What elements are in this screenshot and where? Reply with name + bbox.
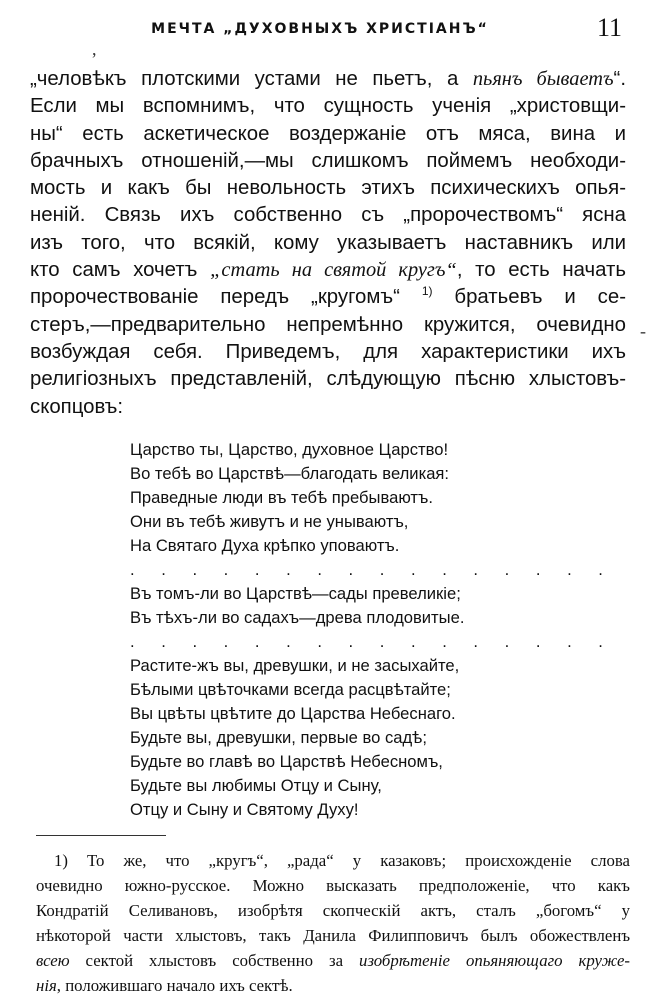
- italic-text: изобрѣтеніе опьяняющаго круже-: [359, 951, 630, 970]
- poem-line: Вы цвѣты цвѣтите до Царства Небеснаго.: [130, 704, 456, 723]
- text-run: сектой хлыстовъ собственно за: [69, 951, 360, 970]
- text-run: Кондратій Селивановъ, изобрѣтя скопческій актъ, сталъ „богомъ“ у: [36, 901, 630, 920]
- margin-mark: ,: [92, 39, 97, 59]
- text-run: “.: [613, 68, 627, 90]
- footnote-separator: [36, 835, 166, 836]
- footnote-line: [36, 923, 630, 948]
- poem-line: Они въ тебѣ живутъ и не унываютъ,: [130, 512, 409, 531]
- text-run: братьевъ и се-: [432, 286, 626, 309]
- text-run: мость и какъ бы невольность этихъ психическихъ опья-: [30, 177, 626, 200]
- ellipsis-row: . . . . . . . . . . . . . . . .: [130, 632, 614, 651]
- body-text: [30, 66, 626, 421]
- text-run: Если мы вспомнимъ, что сущность ученія „христовщи-: [30, 95, 626, 118]
- text-run: изъ того, что всякій, кому указываетъ наставникъ или: [30, 231, 626, 254]
- text-run: , положившаго начало ихъ сектѣ.: [56, 976, 293, 995]
- body-line: [30, 394, 626, 421]
- poem-line: Растите-жъ вы, древушки, и не засыхайте,: [130, 656, 460, 675]
- text-run: кто самъ хочетъ: [30, 259, 211, 282]
- page-header: [0, 14, 660, 44]
- footnote-line: [36, 898, 630, 923]
- italic-text: нія: [36, 976, 57, 995]
- body-line: [30, 148, 626, 175]
- body-line: [30, 93, 626, 120]
- text-run: „человѣкъ плотскими устами не пьетъ, а: [30, 68, 473, 90]
- body-line: [30, 121, 626, 148]
- poem-line: Во тебѣ во Царствѣ—благодать великая:: [130, 464, 450, 483]
- margin-mark: -: [640, 321, 646, 341]
- body-line: [30, 202, 626, 229]
- footnote-line: [36, 848, 630, 873]
- poem-line: Отцу и Сыну и Святому Духу!: [130, 800, 359, 819]
- body-line: [30, 175, 626, 202]
- body-line: [30, 366, 626, 393]
- text-run: ны“ есть аскетическое воздержаніе отъ мяса, вина и: [30, 122, 626, 145]
- poem-line: Праведные люди въ тебѣ пребываютъ.: [130, 488, 434, 507]
- footnote-line: [36, 873, 630, 898]
- footnote-line: [36, 948, 630, 973]
- poem-line: Будьте вы любимы Отцу и Сыну,: [130, 776, 382, 795]
- footnote: [36, 848, 630, 998]
- body-line: [30, 66, 626, 93]
- text-run: нѣкоторой части хлыстовъ, такъ Данила Филипповичъ былъ обожествленъ: [36, 926, 630, 945]
- running-title: МЕЧТА „ДУХОВНЫХЪ ХРИСТIАНЪ“: [151, 21, 489, 37]
- text-run: скопцовъ:: [30, 395, 124, 418]
- body-line: [30, 257, 626, 284]
- body-line: [30, 339, 626, 366]
- body-line: [30, 312, 626, 339]
- ellipsis-row: . . . . . . . . . . . . . . . .: [130, 560, 614, 579]
- text-run: религіозныхъ представленій, слѣдующую пѣсню хлыстовъ-: [30, 368, 626, 391]
- text-run: возбуждая себя. Приведемъ, для характеристики ихъ: [30, 340, 626, 363]
- footnote-ref: 1): [421, 284, 433, 299]
- poem-line: Бѣлыми цвѣточками всегда расцвѣтайте;: [130, 680, 451, 699]
- page-number: 11: [596, 13, 622, 42]
- poem-line: Царство ты, Царство, духовное Царство!: [130, 440, 449, 459]
- poem-line: Будьте во главѣ во Царствѣ Небесномъ,: [130, 752, 443, 771]
- footnote-line: [36, 973, 630, 998]
- text-run: , то есть начать: [456, 259, 626, 282]
- poem-line: Въ тѣхъ-ли во садахъ—древа плодовитые.: [130, 608, 465, 627]
- italic-text: всею: [36, 951, 70, 970]
- poem-line: Въ томъ-ли во Царствѣ—сады превеликіе;: [130, 584, 461, 603]
- text-run: брачныхъ отношеній,—мы слишкомъ поймемъ необходи-: [30, 149, 626, 172]
- body-line: [30, 230, 626, 257]
- body-line: [30, 284, 626, 311]
- text-run: 1) То же, что „кругъ“, „рада“ у казаковъ; происхожденіе слова: [54, 851, 630, 870]
- text-run: очевидно южно-русское. Можно высказать предположеніе, что какъ: [36, 876, 630, 895]
- poem-line: На Святаго Духа крѣпко уповаютъ.: [130, 536, 400, 555]
- poem-block: [130, 438, 614, 822]
- italic-text: „стать на святой кругъ“: [210, 259, 457, 282]
- italic-text: пьянъ бываетъ: [472, 68, 614, 90]
- poem-line: Будьте вы, древушки, первые во садѣ;: [130, 728, 427, 747]
- text-run: неній. Связь ихъ собственно съ „пророчествомъ“ ясна: [30, 204, 626, 227]
- text-run: пророчествованіе передъ „кругомъ“: [30, 286, 422, 309]
- text-run: стеръ,—предварительно непремѣнно кружится, очевидно: [30, 313, 626, 336]
